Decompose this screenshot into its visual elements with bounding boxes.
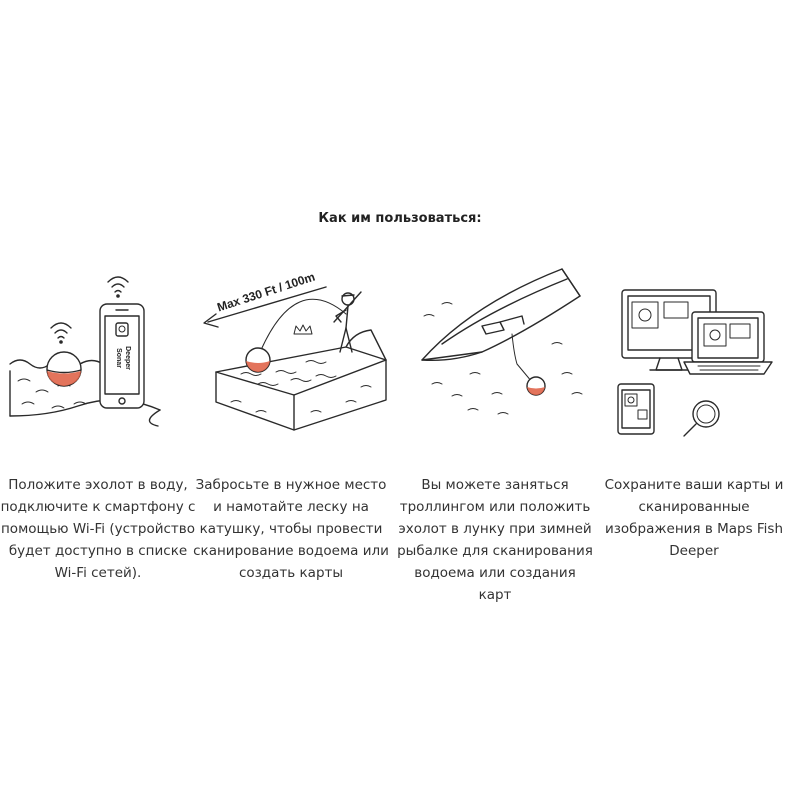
step-3-caption: Вы можете заняться троллингом или положить эхолот в лунку при зимней рыбалке для сканирования водоема или создания карт [397,477,593,603]
step-4-caption: Сохраните ваши карты и сканированные изображения в Maps Fish Deeper [604,477,784,559]
crown-icon [294,325,312,334]
angler-figure-icon [334,292,361,352]
boat-hull-icon [422,269,580,360]
step-2-caption: Забросьте в нужное место и намотайте леску на катушку, чтобы провести сканирование водоема или создать карты [193,477,389,581]
smartphone-icon [100,304,144,408]
sonar-ball-icon [527,377,545,395]
devices-maps-illustration [612,264,784,436]
step-1-caption: Положите эхолот в воду, подключите к смартфону с помощью Wi-Fi (устройство будет доступно в списке Wi-Fi сетей). [0,477,196,581]
phone-and-sonar-illustration [8,266,168,436]
sonar-ball-icon [246,348,270,372]
laptop-icon [684,312,772,374]
sonar-ball-icon [47,352,81,386]
fishing-line [261,299,346,350]
tablet-icon [618,384,654,434]
tow-line [512,334,532,382]
angler-casting-illustration [196,252,396,447]
magnifier-icon [684,401,719,436]
boat-trolling-illustration [412,264,592,434]
distance-label: Max 330 Ft / 100m [215,269,317,315]
page-title: Как им пользоваться: [318,211,482,226]
water-block [216,330,386,430]
phone-wifi-icon [108,277,128,298]
phone-label-line-1: Deeper [124,346,131,370]
phone-label-line-2: Sonar [115,348,122,368]
sonar-wifi-icon [51,323,71,344]
